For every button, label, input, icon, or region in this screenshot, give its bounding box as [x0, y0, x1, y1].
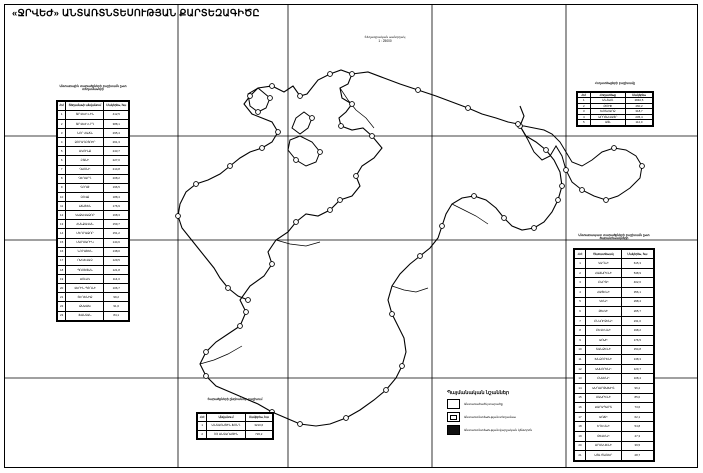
table-cell: 3 — [58, 129, 66, 138]
table-cell: 91,6 — [104, 302, 129, 311]
left-table-caption: Անտառային տարածքների բաշխումն ըստ տեղամասերի — [59, 84, 127, 92]
table-cell: ԿԱՂՆԻ — [586, 259, 622, 269]
table-cell: 388,1 — [104, 119, 129, 128]
table-row — [58, 174, 129, 183]
table-cell: 106,7 — [104, 284, 129, 293]
legend-item-label: Անտառտնտեսության վարչական կենտրոն — [464, 428, 533, 432]
table-cell: 6 — [575, 307, 586, 317]
table-cell: 726,2 — [245, 430, 272, 438]
table-cell: ԸՆԿՈՒԶԵՆԻ — [586, 316, 622, 326]
top-right-table — [576, 91, 654, 127]
table-cell: 19 — [58, 275, 66, 284]
legend-item-label: Անտառտնտեսության տեղամաս — [464, 415, 516, 419]
table-cell: 13 — [575, 374, 586, 384]
table-cell: ԲՋՆԻ — [66, 156, 104, 165]
table-header-row — [198, 414, 273, 422]
table-cell: 23 — [58, 311, 66, 320]
table-cell: 120,7 — [621, 364, 653, 374]
legend-item-1 — [447, 412, 597, 422]
table-cell: 121,8 — [104, 265, 129, 274]
table-cell: 356,1 — [621, 288, 653, 298]
table-cell: 108,4 — [621, 374, 653, 384]
table-cell: 295,4 — [104, 129, 129, 138]
table-cell: 12 — [58, 211, 66, 220]
table-cell: 12 — [575, 364, 586, 374]
table-cell: 18 — [575, 422, 586, 432]
table-cell: ԲԱԼԵՆԻ — [586, 374, 622, 384]
table-header-cell: Հողատեսք — [590, 93, 625, 98]
table-row — [58, 220, 129, 229]
table-cell: 6 — [58, 156, 66, 165]
table-cell: ՎԵՐԻՆ ՊՏՂՆԻ — [66, 284, 104, 293]
table-cell: 208,2 — [104, 174, 129, 183]
table-cell: ԱՅԼ — [590, 120, 625, 126]
table-cell: ՄԱՍՐԵՆԻ — [586, 393, 622, 403]
table-cell: 1 — [198, 422, 207, 430]
table-cell: 9 — [58, 183, 66, 192]
table-cell: ՔԱՍԱԽ — [66, 302, 104, 311]
table-row — [575, 307, 654, 317]
table-header-row — [58, 102, 129, 111]
table-cell: ԲԱՐՏԻ — [586, 278, 622, 288]
forest-parcel-center — [288, 112, 320, 166]
left-table — [56, 100, 130, 322]
table-row — [58, 129, 129, 138]
table-cell: 62,1 — [621, 412, 653, 422]
table-cell: 21 — [58, 293, 66, 302]
table-cell: 96,2 — [621, 384, 653, 394]
table-cell: 9 — [575, 336, 586, 346]
table-cell: ԱՅԼ ԾԱՌԵՐ — [586, 451, 622, 461]
table-cell: ԽՈՏՀԱՐՔ — [590, 109, 625, 115]
table-cell: ՖԱՆՏԱՆ — [66, 311, 104, 320]
table-header-cell: Մակերես, հա — [245, 414, 272, 422]
table-header-cell: Մակերես — [625, 93, 652, 98]
table-cell: 13 — [58, 220, 66, 229]
table-row — [58, 202, 129, 211]
table-row — [58, 138, 129, 147]
table-cell: 151,2 — [104, 229, 129, 238]
table-cell: 402,6 — [621, 278, 653, 288]
table-cell: ՍՈՍԻ — [586, 336, 622, 346]
table-row — [58, 147, 129, 156]
left-table-body — [58, 102, 129, 321]
table-cell: 8 — [575, 326, 586, 336]
table-cell: 298,4 — [621, 297, 653, 307]
table-row — [58, 156, 129, 165]
table-cell: ԱՆՏԱՌԱՅԻՆ ՖՈՆԴ — [207, 422, 245, 430]
left-table-grid — [57, 101, 129, 321]
table-cell: 15 — [58, 238, 66, 247]
table-cell: ԹՈՒՓ — [590, 103, 625, 109]
table-cell: 168,3 — [104, 211, 129, 220]
table-cell: 47,3 — [621, 431, 653, 441]
table-cell: 196,5 — [104, 183, 129, 192]
table-row — [575, 364, 654, 374]
table-header-cell: Մակերես, հա — [104, 102, 129, 111]
right-table-caption: Անտառապատ տարածքների բաշխումն ըստ ծառատեսակների — [578, 233, 650, 241]
table-cell: 243,7 — [104, 147, 129, 156]
table-cell: ԹԽԿԻ — [586, 307, 622, 317]
table-cell: 412,5 — [104, 110, 129, 119]
table-cell: 176,9 — [104, 202, 129, 211]
table-cell: ՍՈՃԻ — [586, 412, 622, 422]
table-cell: ԱՆՏԱՌ — [590, 98, 625, 104]
table-cell: 615,3 — [621, 259, 653, 269]
table-cell: 205,4 — [625, 114, 652, 120]
table-cell: 2 — [58, 119, 66, 128]
table-row — [58, 110, 129, 119]
table-cell: 84,1 — [104, 311, 129, 320]
map-scale-note — [340, 36, 430, 44]
table-cell: 14 — [58, 229, 66, 238]
table-header-row — [575, 250, 654, 259]
table-cell: 129,5 — [104, 256, 129, 265]
table-row — [58, 256, 129, 265]
table-row — [575, 451, 654, 461]
table-row — [58, 275, 129, 284]
table-cell: ԹԵԼԵՆԻ — [586, 431, 622, 441]
table-cell: 85,0 — [621, 393, 653, 403]
table-cell: 4 — [58, 138, 66, 147]
table-cell: ՏԱՆՁԵՆԻ — [586, 345, 622, 355]
table-cell: 2 — [575, 268, 586, 278]
table-row — [575, 288, 654, 298]
table-cell: 5 — [575, 297, 586, 307]
table-cell: 5 — [578, 120, 591, 126]
table-cell: 144,6 — [104, 238, 129, 247]
table-cell: 198,2 — [621, 326, 653, 336]
table-cell: 16 — [575, 403, 586, 413]
table-cell: 261,3 — [104, 138, 129, 147]
table-row — [575, 297, 654, 307]
table-cell: 22 — [58, 302, 66, 311]
table-header-cell: Ծառատեսակ — [586, 250, 622, 259]
table-row — [575, 259, 654, 269]
table-cell: 5 — [58, 147, 66, 156]
map-scale-value: 1 : 25000 — [378, 38, 392, 43]
table-header-cell: Մակերես, հա — [621, 250, 653, 259]
table-cell: 99,2 — [104, 293, 129, 302]
table-cell: 548,9 — [621, 268, 653, 278]
legend-item-0 — [447, 399, 597, 409]
table-cell: 3 — [578, 109, 591, 115]
table-cell: 73,6 — [621, 403, 653, 413]
table-cell: 7 — [58, 165, 66, 174]
table-cell: ՊՌՈՇՅԱՆ — [66, 265, 104, 274]
table-row — [58, 238, 129, 247]
square-filled-icon — [447, 425, 460, 435]
table-cell: 3210,6 — [245, 422, 272, 430]
table-cell: 39,5 — [621, 441, 653, 451]
table-row — [575, 278, 654, 288]
table-cell: ՍԱԼՈՐԵՆԻ — [586, 364, 622, 374]
table-cell: ՋՐՎԵԺ 2-ՐԴ — [66, 119, 104, 128]
table-cell: 54,8 — [621, 422, 653, 432]
legend — [447, 390, 597, 438]
table-cell: 17 — [575, 412, 586, 422]
legend-title: Պայմանական նշաններ — [447, 390, 510, 396]
table-cell: ՏԵՂԵՆԻՔ — [66, 293, 104, 302]
table-cell: 20 — [58, 284, 66, 293]
table-cell: ԿԵՆԻ — [586, 297, 622, 307]
table-cell: ԵՂԵՎՆԻ — [586, 422, 622, 432]
table-cell: 2840,5 — [625, 98, 652, 104]
table-row — [58, 229, 129, 238]
forest-boundary-main — [200, 70, 562, 426]
table-cell: ԳՈՂԹ — [66, 183, 104, 192]
table-cell: ԱԿՈՒՆՔ — [66, 147, 104, 156]
table-row — [58, 284, 129, 293]
table-cell: ՄԱՐՄԱՐԻԿ — [66, 238, 104, 247]
bottom-table-caption: Տարածքների ընդհանուր բաշխում — [207, 397, 263, 401]
table-row — [58, 247, 129, 256]
top-right-table-grid — [577, 92, 653, 126]
table-cell: 16 — [58, 247, 66, 256]
table-cell: 19 — [575, 431, 586, 441]
table-cell: 176,5 — [621, 336, 653, 346]
table-cell: ՈՉ ԱՆՏԱՌԱՅԻՆ — [207, 430, 245, 438]
table-header-cell: Հ/Հ — [58, 102, 66, 111]
table-cell: 4 — [575, 288, 586, 298]
table-cell: 227,0 — [104, 156, 129, 165]
table-cell: 188,4 — [104, 192, 129, 201]
table-cell: 460,2 — [625, 103, 652, 109]
table-cell: ԽՆՁՈՐԵՆԻ — [586, 355, 622, 365]
table-cell: ԳԵՂԱՐԴ — [66, 174, 104, 183]
table-row — [58, 192, 129, 201]
table-cell: ՀԱՆՔԱՎԱՆ — [66, 220, 104, 229]
table-cell: ԶՈՎՔ — [66, 192, 104, 201]
table-cell: ԱՐՄԱՎԵՆԻ — [586, 441, 622, 451]
table-cell: 1 — [578, 98, 591, 104]
table-cell: 15 — [575, 393, 586, 403]
table-row — [58, 211, 129, 220]
table-cell: 265,7 — [621, 307, 653, 317]
table-cell: ԿԱՔԱՎԱՁՈՐ — [66, 211, 104, 220]
table-cell: ՍԱՐԱՊԱՐՏ — [586, 403, 622, 413]
table-cell: ՀԱՑԵՆԻ — [586, 288, 622, 298]
table-row — [575, 374, 654, 384]
table-cell: 112,0 — [625, 120, 652, 126]
table-cell: 138,3 — [621, 355, 653, 365]
table-header-cell: Հ/Հ — [198, 414, 207, 422]
table-cell: ԲԵՎԵԿՆԻ — [586, 326, 622, 336]
table-cell: 2 — [198, 430, 207, 438]
square-nested-icon — [447, 412, 460, 422]
table-row — [575, 355, 654, 365]
table-cell: 10 — [58, 192, 66, 201]
page-title: «ՋՐՎԵԺ» ԱՆՏԱՌՏՆՏԵՍՈՒԹՅԱՆ ՔԱՐՏԵԶԱԳԻԾԸ — [12, 8, 260, 19]
table-row — [198, 430, 273, 438]
table-cell: 28,7 — [621, 451, 653, 461]
table-cell: ՀԱՃԱՐԵՆԻ — [586, 268, 622, 278]
table-row — [575, 316, 654, 326]
table-cell: 10 — [575, 345, 586, 355]
table-cell: 114,3 — [104, 275, 129, 284]
square-outline-icon — [447, 399, 460, 409]
table-cell: ԼՃԱՇԵՆ — [66, 202, 104, 211]
table-row — [575, 326, 654, 336]
table-cell: ՋՐՎԵԺ 1-ԻՆ — [66, 110, 104, 119]
table-cell: ՍԱՂԱՐԹԱԽԻՏ — [586, 384, 622, 394]
forest-parcel-northwest — [248, 88, 270, 112]
table-cell: ՄԵՂՐԱՁՈՐ — [66, 229, 104, 238]
table-cell: 3 — [575, 278, 586, 288]
table-cell: ՆՈՐԱՇԵՆ — [66, 247, 104, 256]
table-cell: 17 — [58, 256, 66, 265]
table-cell: 1 — [575, 259, 586, 269]
table-row — [575, 336, 654, 346]
table-cell: 18 — [58, 265, 66, 274]
table-row — [578, 120, 653, 126]
table-cell: 138,0 — [104, 247, 129, 256]
legend-item-label: Անտառածածկ տարածք — [464, 402, 503, 406]
table-cell: 20 — [575, 441, 586, 451]
table-row — [58, 311, 129, 320]
table-header-cell: Հ/Հ — [575, 250, 586, 259]
table-row — [575, 268, 654, 278]
table-cell: 21 — [575, 451, 586, 461]
legend-item-2 — [447, 425, 597, 435]
table-cell: ԱՐՈՏԱՎԱՅՐ — [590, 114, 625, 120]
table-row — [58, 265, 129, 274]
top-right-table-body — [578, 93, 653, 126]
top-right-table-caption: Հողատեսքերի բաշխումը — [594, 81, 636, 85]
table-cell: 159,7 — [104, 220, 129, 229]
table-cell: 154,8 — [621, 345, 653, 355]
table-header-cell: Տեղամասի անվանում — [66, 102, 104, 111]
table-cell: ԳԱՌՆԻ — [66, 165, 104, 174]
table-header-cell: Հ/Հ — [578, 93, 591, 98]
table-cell: 11 — [575, 355, 586, 365]
table-cell: 2 — [578, 103, 591, 109]
table-cell: 214,8 — [104, 165, 129, 174]
map-scale-label: Տեղագրական սանդղակ — [364, 35, 406, 39]
table-cell: ՆՈՐ ՀԱՃՆ — [66, 129, 104, 138]
table-row — [575, 345, 654, 355]
table-cell: ՈՍԿԵՎԱԶ — [66, 256, 104, 265]
table-cell: 1 — [58, 110, 66, 119]
table-cell: 11 — [58, 202, 66, 211]
table-row — [58, 302, 129, 311]
bottom-table — [196, 412, 274, 440]
table-header-cell: Անվանում — [207, 414, 245, 422]
table-cell: 8 — [58, 174, 66, 183]
table-cell: ՍՈԼԱԿ — [66, 275, 104, 284]
table-row — [58, 119, 129, 128]
table-row — [198, 422, 273, 430]
bottom-table-body — [198, 414, 273, 439]
table-row — [58, 165, 129, 174]
bottom-table-grid — [197, 413, 273, 439]
table-row — [58, 293, 129, 302]
table-row — [575, 441, 654, 451]
table-cell: 14 — [575, 384, 586, 394]
table-cell: 7 — [575, 316, 586, 326]
table-cell: ՁՈՐԱՂԲՅՈՒՐ — [66, 138, 104, 147]
table-cell: 4 — [578, 114, 591, 120]
table-row — [58, 183, 129, 192]
table-cell: 318,7 — [625, 109, 652, 115]
table-cell: 231,0 — [621, 316, 653, 326]
